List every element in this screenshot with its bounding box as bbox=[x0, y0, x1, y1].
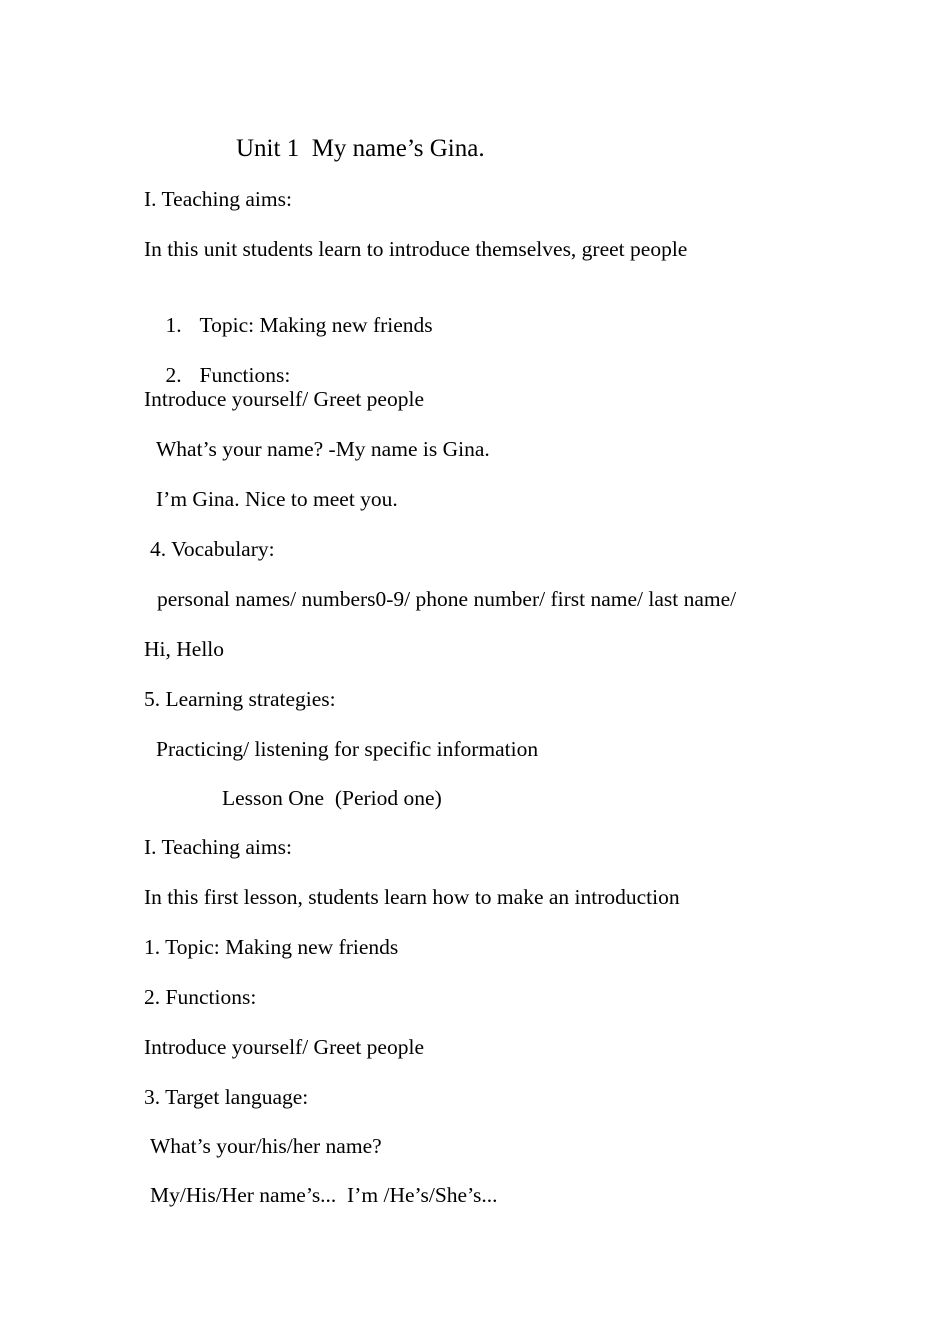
unit-example-2: I’m Gina. Nice to meet you. bbox=[156, 487, 398, 511]
unit-functions-heading: Functions: bbox=[199, 363, 291, 387]
unit-strategies-heading: 5. Learning strategies: bbox=[144, 687, 336, 711]
document-title: Unit 1 My name’s Gina. bbox=[236, 135, 485, 162]
lesson-title: Lesson One (Period one) bbox=[222, 786, 442, 810]
lesson-target-heading: 3. Target language: bbox=[144, 1085, 309, 1109]
lesson-topic: 1. Topic: Making new friends bbox=[144, 935, 399, 959]
unit-vocabulary-line-2: Hi, Hello bbox=[144, 637, 225, 661]
unit-vocabulary-line-1: personal names/ numbers0-9/ phone number/ first name/ last name/ bbox=[157, 587, 737, 611]
unit-aims-heading: I. Teaching aims: bbox=[144, 187, 292, 211]
lesson-target-line-2: My/His/Her name’s... I’m /He’s/She’s... bbox=[150, 1183, 498, 1207]
unit-functions-text: Introduce yourself/ Greet people bbox=[144, 387, 424, 411]
unit-topic-number: 1. bbox=[165, 313, 182, 337]
unit-aims-text: In this unit students learn to introduce themselves, greet people bbox=[144, 237, 688, 261]
lesson-aims-heading: I. Teaching aims: bbox=[144, 835, 292, 859]
unit-functions-number: 2. bbox=[165, 363, 182, 387]
unit-vocabulary-heading: 4. Vocabulary: bbox=[150, 537, 275, 561]
unit-topic-text: Topic: Making new friends bbox=[199, 313, 433, 337]
lesson-target-line-1: What’s your/his/her name? bbox=[150, 1134, 382, 1158]
lesson-aims-text: In this first lesson, students learn how to make an introduction bbox=[144, 885, 680, 909]
unit-example-1: What’s your name? -My name is Gina. bbox=[156, 437, 490, 461]
lesson-functions-text: Introduce yourself/ Greet people bbox=[144, 1035, 424, 1059]
lesson-functions-heading: 2. Functions: bbox=[144, 985, 257, 1009]
unit-strategies-text: Practicing/ listening for specific information bbox=[156, 737, 539, 761]
